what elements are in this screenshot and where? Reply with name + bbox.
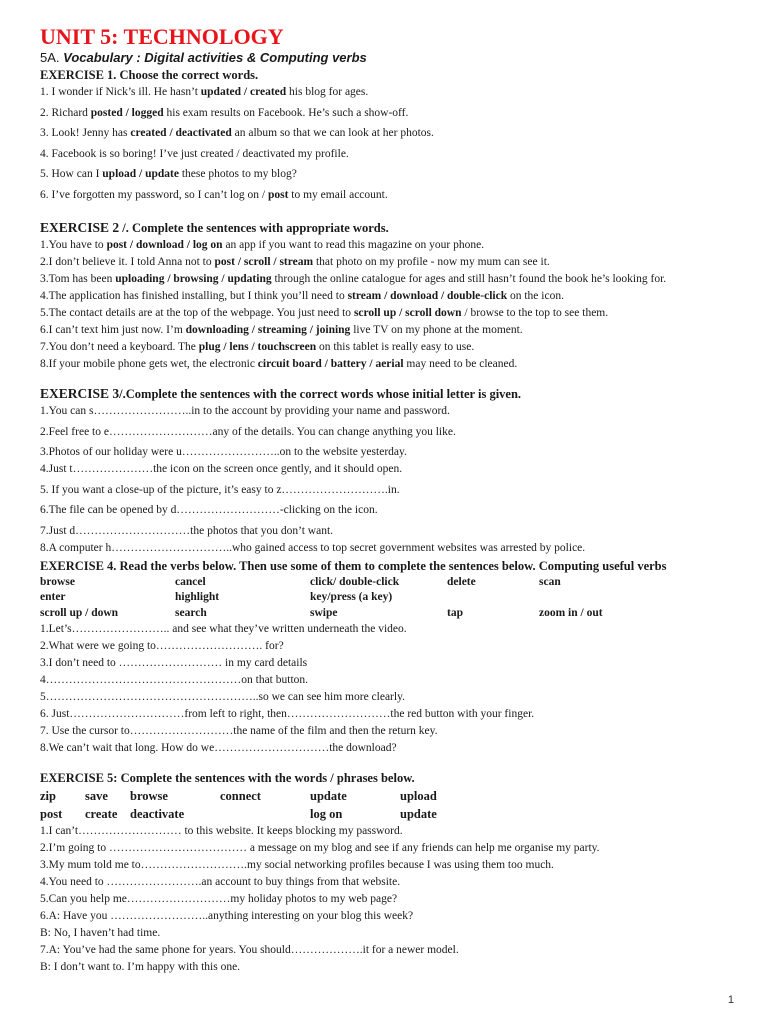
exercise-4-item: 5………………………………………………..so we can see him more clearly. (40, 691, 405, 703)
exercise-1-list (40, 84, 740, 204)
exercise-3-item: 5. If you want a close-up of the picture, it’s easy to z……………………….in. (40, 483, 400, 496)
exercise-5-item: B: I don’t want to. I’m happy with this one. (40, 961, 241, 973)
exercise-2-item (40, 271, 740, 288)
exercise-3-item: 2.Feel free to e………………………any of the details. You can change anything you like. (40, 425, 456, 438)
sentence-text: these photos to my blog? (178, 168, 297, 180)
word-box-item: update (310, 789, 347, 803)
word-box-item: click/ double-click (310, 575, 400, 588)
exercise-1-item (40, 187, 740, 204)
exercise-5-item: 2.I’m going to ……………………………… a message on my blog and see if any friends can help me organise my party. (40, 842, 600, 854)
exercise-1-item (40, 105, 740, 122)
word-box-item: upload (400, 789, 437, 803)
word-box-item: log on (310, 807, 343, 821)
sentence-text: to my email account. (288, 188, 388, 201)
answer-choices: circuit board / battery / aerial (257, 358, 404, 370)
answer-choices: post (267, 188, 289, 201)
sentence-text: 2. Richard (40, 106, 91, 119)
exercise-3-item: 3.Photos of our holiday were u……………………..on to the website yesterday. (40, 446, 407, 458)
sentence-text: may need to be cleaned. (403, 358, 518, 370)
exercise-2-heading (40, 219, 740, 237)
exercise-4-item: 1.Let’s…………………….. and see what they’ve written underneath the video. (40, 623, 407, 635)
worksheet-page (40, 24, 740, 976)
exercise-5-heading: EXERCISE 5: Complete the sentences with the words / phrases below. (40, 771, 415, 785)
exercise-5-item: 4.You need to …………………….an account to buy things from that website. (40, 876, 401, 888)
word-box-item: swipe (310, 606, 338, 619)
word-box-item: deactivate (130, 807, 185, 821)
sentence-text: his exam results on Facebook. He’s such a show-off. (163, 106, 409, 119)
word-box-item: enter (40, 591, 66, 603)
exercise-5-item: B: No, I haven’t had time. (40, 927, 161, 939)
sentence-text: 5. How can I (40, 168, 103, 180)
sentence-text: his blog for ages. (286, 86, 369, 98)
page-number: 1 (727, 994, 734, 1006)
word-box-item: connect (220, 789, 261, 803)
exercise-1-items (40, 84, 740, 204)
exercise-5-item: 5.Can you help me………………………my holiday photos to my web page? (40, 893, 398, 905)
exercise-2-item (40, 237, 740, 254)
exercise-4-item: 3.I don’t need to ……………………… in my card details (40, 657, 308, 669)
exercise-4-item: 4……………………………………………on that button. (40, 674, 309, 686)
answer-choices: downloading / streaming / joining (185, 324, 351, 336)
word-box-item: highlight (175, 591, 220, 603)
exercise-3-item: 8.A computer h…………………………..who gained access to top secret government websites was arrested by police. (40, 541, 586, 554)
word-box-item: scroll up / down (40, 606, 119, 619)
answer-choices: stream / download / double-click (347, 290, 508, 302)
answer-choices: created / deactivated (130, 127, 232, 139)
exercise-3-heading (40, 385, 740, 403)
answer-choices: post / scroll / stream (214, 256, 314, 268)
word-box-item (220, 805, 310, 823)
exercise-2-items (40, 237, 740, 373)
sentence-text: 1.You have to (40, 239, 107, 251)
unit-title: UNIT 5: TECHNOLOGY (40, 24, 284, 49)
exercise-4-item: 6. Just…………………………from left to right, then………………………the red button with your finger. (40, 708, 535, 720)
sentence-text: through the online catalogue for ages and still hasn’t found the book he’s looking for. (271, 273, 667, 285)
word-box-item: browse (130, 789, 168, 803)
exercise-3-item: 6.The file can be opened by d………………………-clicking on the icon. (40, 504, 378, 516)
exercise-1-item (40, 146, 740, 163)
sentence-text: an album so that we can look at her photos. (231, 127, 434, 139)
sentence-text: on this tablet is really easy to use. (316, 341, 475, 353)
word-box-item: scan (539, 575, 561, 588)
sentence-text: 6.I can’t text him just now. I’m (40, 324, 186, 336)
exercise-5-item: 1.I can’t……………………… to this website. It keeps blocking my password. (40, 825, 403, 837)
exercise-1-item (40, 125, 740, 142)
exercise-4-item: 8.We can’t wait that long. How do we…………………………the download? (40, 742, 397, 754)
exercise-2-item (40, 288, 740, 305)
sentence-text: 2.I don’t believe it. I told Anna not to (40, 256, 215, 268)
sentence-text: 1. I wonder if Nick’s ill. He hasn’t (40, 86, 201, 98)
exercise-3-item: 7.Just d…………………………the photos that you don’t want. (40, 524, 334, 537)
exercise-2-item (40, 339, 740, 356)
sentence-text: 4. Facebook is so boring! I’ve just created / deactivated my profile. (40, 147, 349, 160)
exercise-2-item (40, 305, 740, 322)
word-box-item: update (400, 807, 437, 821)
exercise-2-instruction: /. Complete the sentences with appropriate words. (119, 221, 389, 235)
exercise-5-item: 7.A: You’ve had the same phone for years. You should……………….it for a newer model. (40, 944, 459, 956)
sentence-text: 6. I’ve forgotten my password, so I can’t log on / (40, 188, 268, 201)
answer-choices: plug / lens / touchscreen (198, 341, 317, 353)
exercise-4-item: 2.What were we going to………………………. for? (40, 640, 284, 652)
word-box-item: create (85, 807, 118, 821)
exercise-4-heading: EXERCISE 4. Read the verbs below. Then use some of them to complete the sentences below. Computing useful verbs (40, 558, 667, 573)
answer-choices: posted / logged (90, 106, 164, 119)
sentence-text: 5.The contact details are at the top of the webpage. You just need to (40, 307, 354, 319)
exercise-5-word-box (40, 787, 740, 823)
exercise-2-item (40, 254, 740, 271)
exercise-3-item: 4.Just t…………………the icon on the screen once gently, and it should open. (40, 463, 403, 475)
subtitle-prefix: 5A. (40, 50, 64, 65)
exercise-3-instruction: /.Complete the sentences with the correct words whose initial letter is given. (119, 387, 522, 401)
word-box-item (447, 590, 539, 606)
exercise-5-item: 3.My mum told me to……………………….my social networking profiles because I was using them too much. (40, 859, 554, 871)
sentence-text: 8.If your mobile phone gets wet, the electronic (40, 358, 258, 370)
sentence-text: an app if you want to read this magazine on your phone. (222, 239, 485, 251)
answer-choices: scroll up / scroll down (353, 307, 462, 319)
word-box-item: save (85, 789, 108, 803)
sentence-text: / browse to the top to see them. (461, 307, 609, 319)
sentence-text: 7.You don’t need a keyboard. The (40, 341, 199, 353)
word-box-item (539, 590, 659, 606)
answer-choices: updated / created (200, 86, 287, 98)
word-box-item: delete (447, 575, 476, 588)
exercise-5-item: 6.A: Have you ……………………..anything interesting on your blog this week? (40, 910, 414, 922)
sentence-text: that photo on my profile - now my mum can see it. (313, 256, 550, 268)
exercise-3-number: EXERCISE 3 (40, 386, 120, 401)
exercise-4-item: 7. Use the cursor to………………………the name of the film and then the return key. (40, 725, 438, 737)
answer-choices: upload / update (102, 168, 179, 180)
word-box-item: search (175, 606, 207, 619)
exercise-4-word-box (40, 575, 740, 622)
subtitle-main: Vocabulary : Digital activities & Computing verbs (63, 50, 367, 65)
word-box-item: zoom in / out (539, 606, 603, 619)
exercise-2-item (40, 356, 740, 373)
exercise-1-item (40, 84, 740, 101)
word-box-item: tap (447, 606, 463, 619)
exercise-4-items (40, 621, 740, 757)
answer-choices: uploading / browsing / updating (115, 273, 272, 285)
sentence-text: on the icon. (507, 290, 564, 302)
exercise-3-items (40, 403, 740, 557)
exercise-2-number: EXERCISE 2 (40, 220, 120, 235)
exercise-5-items (40, 823, 740, 976)
sentence-text: 3.Tom has been (40, 273, 116, 285)
unit-subtitle (40, 50, 740, 66)
exercise-1-item (40, 166, 740, 183)
exercise-2-item (40, 322, 740, 339)
word-box-item: cancel (175, 575, 206, 588)
word-box-item: key/press (a key) (310, 591, 393, 603)
answer-choices: post / download / log on (106, 239, 223, 251)
word-box-item: browse (40, 575, 75, 588)
exercise-3-item: 1.You can s……………………..in to the account by providing your name and password. (40, 405, 450, 417)
word-box-item: zip (40, 789, 56, 803)
sentence-text: 3. Look! Jenny has (40, 127, 131, 139)
exercise-1-heading: EXERCISE 1. Choose the correct words. (40, 68, 259, 82)
word-box-item: post (40, 807, 63, 821)
sentence-text: live TV on my phone at the moment. (350, 324, 523, 336)
sentence-text: 4.The application has finished installing, but I think you’ll need to (40, 290, 348, 302)
